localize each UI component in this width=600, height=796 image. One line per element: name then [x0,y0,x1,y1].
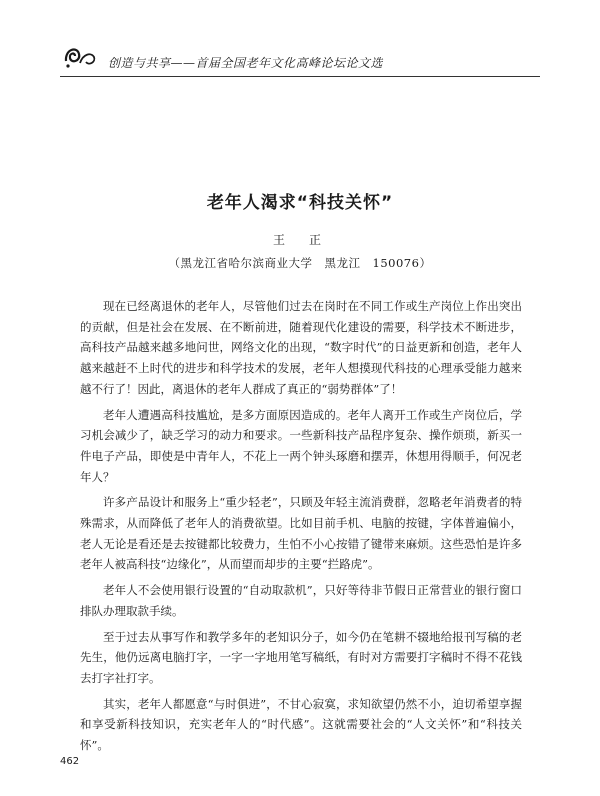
conference-logo-icon [60,42,100,72]
author-affiliation: （黑龙江省哈尔滨商业大学 黑龙江 150076） [168,256,432,270]
body-paragraph: 老年人不会使用银行设置的“自动取款机”，只好等待非节假日正常营业的银行窗口排队办理取款手续。 [80,583,522,618]
article-author: 王 正 [272,233,327,247]
running-title: 创造与共享——首届全国老年文化高峰论坛论文选 [108,56,384,70]
body-paragraph: 许多产品设计和服务上“重少轻老”，只顾及年轻主流消费群，忽略老年消费者的特殊需求，从而降低了老年人的消费欲望。比如目前手机、电脑的按键，字体普遍偏小，老人无论是看还是去按键都比较费力，生怕不小心按错了键带来麻烦。这些恐怕是许多老年人被高科技“边缘化”，从而望而却步的主要“拦路虎”。 [80,495,522,572]
body-paragraph: 老年人遭遇高科技尴尬，是多方面原因造成的。老年人离开工作或生产岗位后，学习机会减少了，缺乏学习的动力和要求。一些新科技产品程序复杂、操作烦琐，新买一件电子产品，即使是中青年人，不花上一两个钟头琢磨和摆弄，休想用得顺手，何况老年人？ [80,407,522,484]
body-paragraph: 现在已经离退休的老年人，尽管他们过去在岗时在不同工作或生产岗位上作出突出的贡献，但是社会在发展、在不断前进，随着现代化建设的需要，科学技术不断进步，高科技产品越来越多地问世，网络文化的出现，“数字时代”的日益更新和创造，老年人越来越赶不上时代的进步和科学技术的发展，老年人想摸现代科技的心理承受能力越来越不行了！因此，离退休的老年人群成了真正的“弱势群体”了！ [80,299,522,396]
article-body [80,296,522,761]
body-paragraph: 至于过去从事写作和教学多年的老知识分子，如今仍在笔耕不辍地给报刊写稿的老先生，他仍远离电脑打字，一字一字地用笔写稿纸，有时对方需要打字稿时不得不花钱去打字社打字。 [80,629,522,685]
article-title: 老年人渴求“科技关怀” [206,193,394,213]
body-paragraph: 其实，老年人都愿意“与时俱进”，不甘心寂寞，求知欲望仍然不小，迫切希望享握和享受新科技知识，充实老年人的“时代感”。这就需要社会的“人文关怀”和“科技关怀”。 [80,696,522,753]
page-number: 462 [60,756,80,767]
running-header [60,40,540,77]
